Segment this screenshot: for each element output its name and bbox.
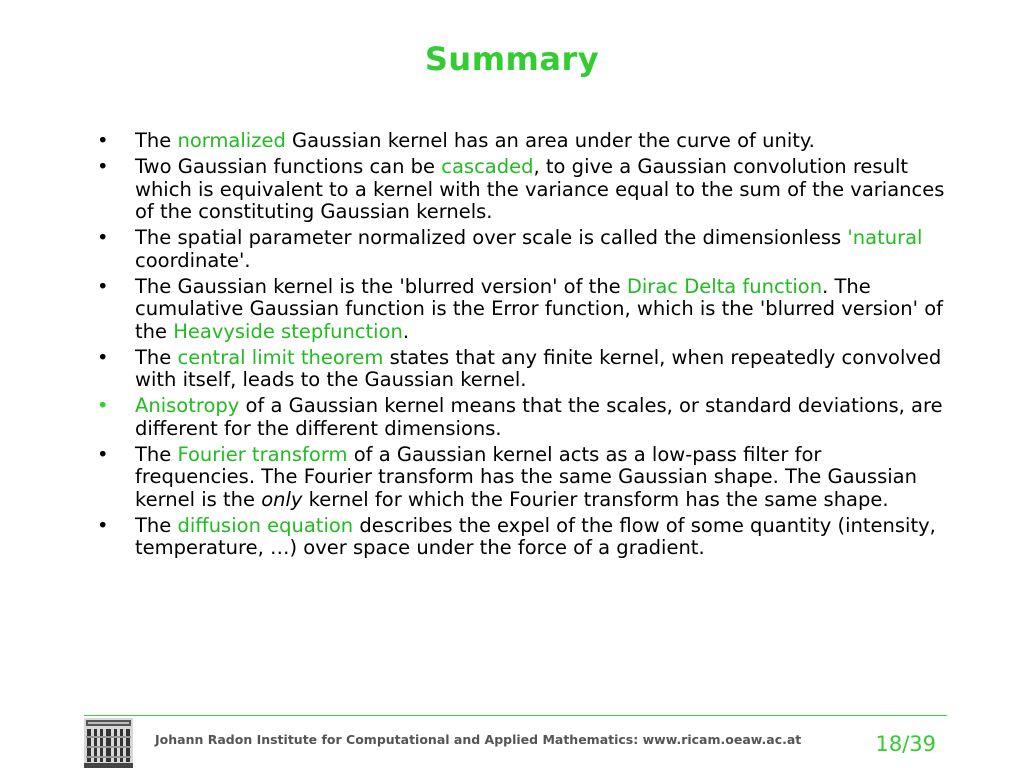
bullet-item — [97, 227, 947, 272]
institute-building-logo — [84, 718, 133, 768]
bullet-text: of a Gaussian kernel means that the scales, or standard deviations, are different for the different dimensions. — [135, 394, 943, 440]
footer-institute-text: Johann Radon Institute for Computational and Applied Mathematics: www.ricam.oeaw.ac.at — [155, 732, 802, 747]
bullet-text: Gaussian kernel has an area under the curve of unity. — [285, 129, 815, 152]
bullet-item — [97, 130, 947, 153]
emphasized-text: only — [261, 487, 303, 511]
bullet-marker: • — [97, 513, 109, 537]
highlighted-term: cascaded — [441, 155, 534, 178]
highlighted-term: Dirac Delta function — [626, 274, 823, 298]
slide-title: Summary — [424, 40, 600, 78]
bullet-text: . The cumulative Gaussian function is the Error function, which is the 'blurred version' of the — [135, 274, 943, 343]
bullet-item — [97, 395, 947, 440]
bullet-item — [97, 156, 947, 224]
highlighted-term: 'natural — [847, 226, 923, 249]
bullet-item — [97, 515, 947, 560]
bullet-marker: • — [97, 345, 109, 369]
bullet-list — [97, 130, 947, 563]
highlighted-term: Fourier transform — [177, 442, 348, 466]
bullet-text: coordinate'. — [135, 248, 251, 272]
highlighted-term: central limit theorem — [177, 345, 384, 369]
highlighted-term: normalized — [177, 129, 286, 152]
highlighted-term: Anisotropy — [135, 394, 240, 417]
bullet-marker: • — [97, 129, 109, 152]
bullet-marker: • — [97, 394, 109, 417]
bullet-text: Two Gaussian functions can be — [135, 155, 442, 178]
bullet-text: of a Gaussian kernel acts as a low-pass filter for frequencies. The Fourier transform has the same Gaussian shape. The Gaussian kernel is the — [135, 442, 917, 511]
bullet-item — [97, 276, 947, 344]
page-number: 18/39 — [875, 732, 936, 756]
bullet-marker: • — [97, 442, 109, 466]
bullet-text: kernel for which the Fourier transform has the same shape. — [302, 487, 889, 511]
bullet-text: The Gaussian kernel is the 'blurred version' of the — [135, 274, 627, 298]
bullet-text: The — [135, 513, 178, 537]
bullet-marker: • — [97, 155, 109, 178]
bullet-marker: • — [97, 274, 109, 298]
footer-divider — [84, 715, 947, 716]
bullet-text: The — [135, 345, 178, 369]
bullet-text: . — [402, 319, 410, 343]
bullet-text: The — [135, 442, 178, 466]
bullet-marker: • — [97, 226, 109, 249]
bullet-text: describes the expel of the flow of some quantity (intensity, temperature, …) over space under the force of a gradient. — [135, 513, 936, 559]
highlighted-term: diffusion equation — [177, 513, 354, 537]
bullet-text: The — [135, 129, 178, 152]
highlighted-term: Heavyside stepfunction — [173, 319, 403, 343]
bullet-text: The spatial parameter normalized over scale is called the dimensionless — [135, 226, 848, 249]
bullet-item — [97, 444, 947, 512]
bullet-item — [97, 347, 947, 392]
bullet-text: , to give a Gaussian convolution result which is equivalent to a kernel with the variance equal to the sum of the variances of the constituting Gaussian kernels. — [135, 155, 945, 223]
bullet-text: states that any finite kernel, when repeatedly convolved with itself, leads to the Gaussian kernel. — [135, 345, 942, 391]
